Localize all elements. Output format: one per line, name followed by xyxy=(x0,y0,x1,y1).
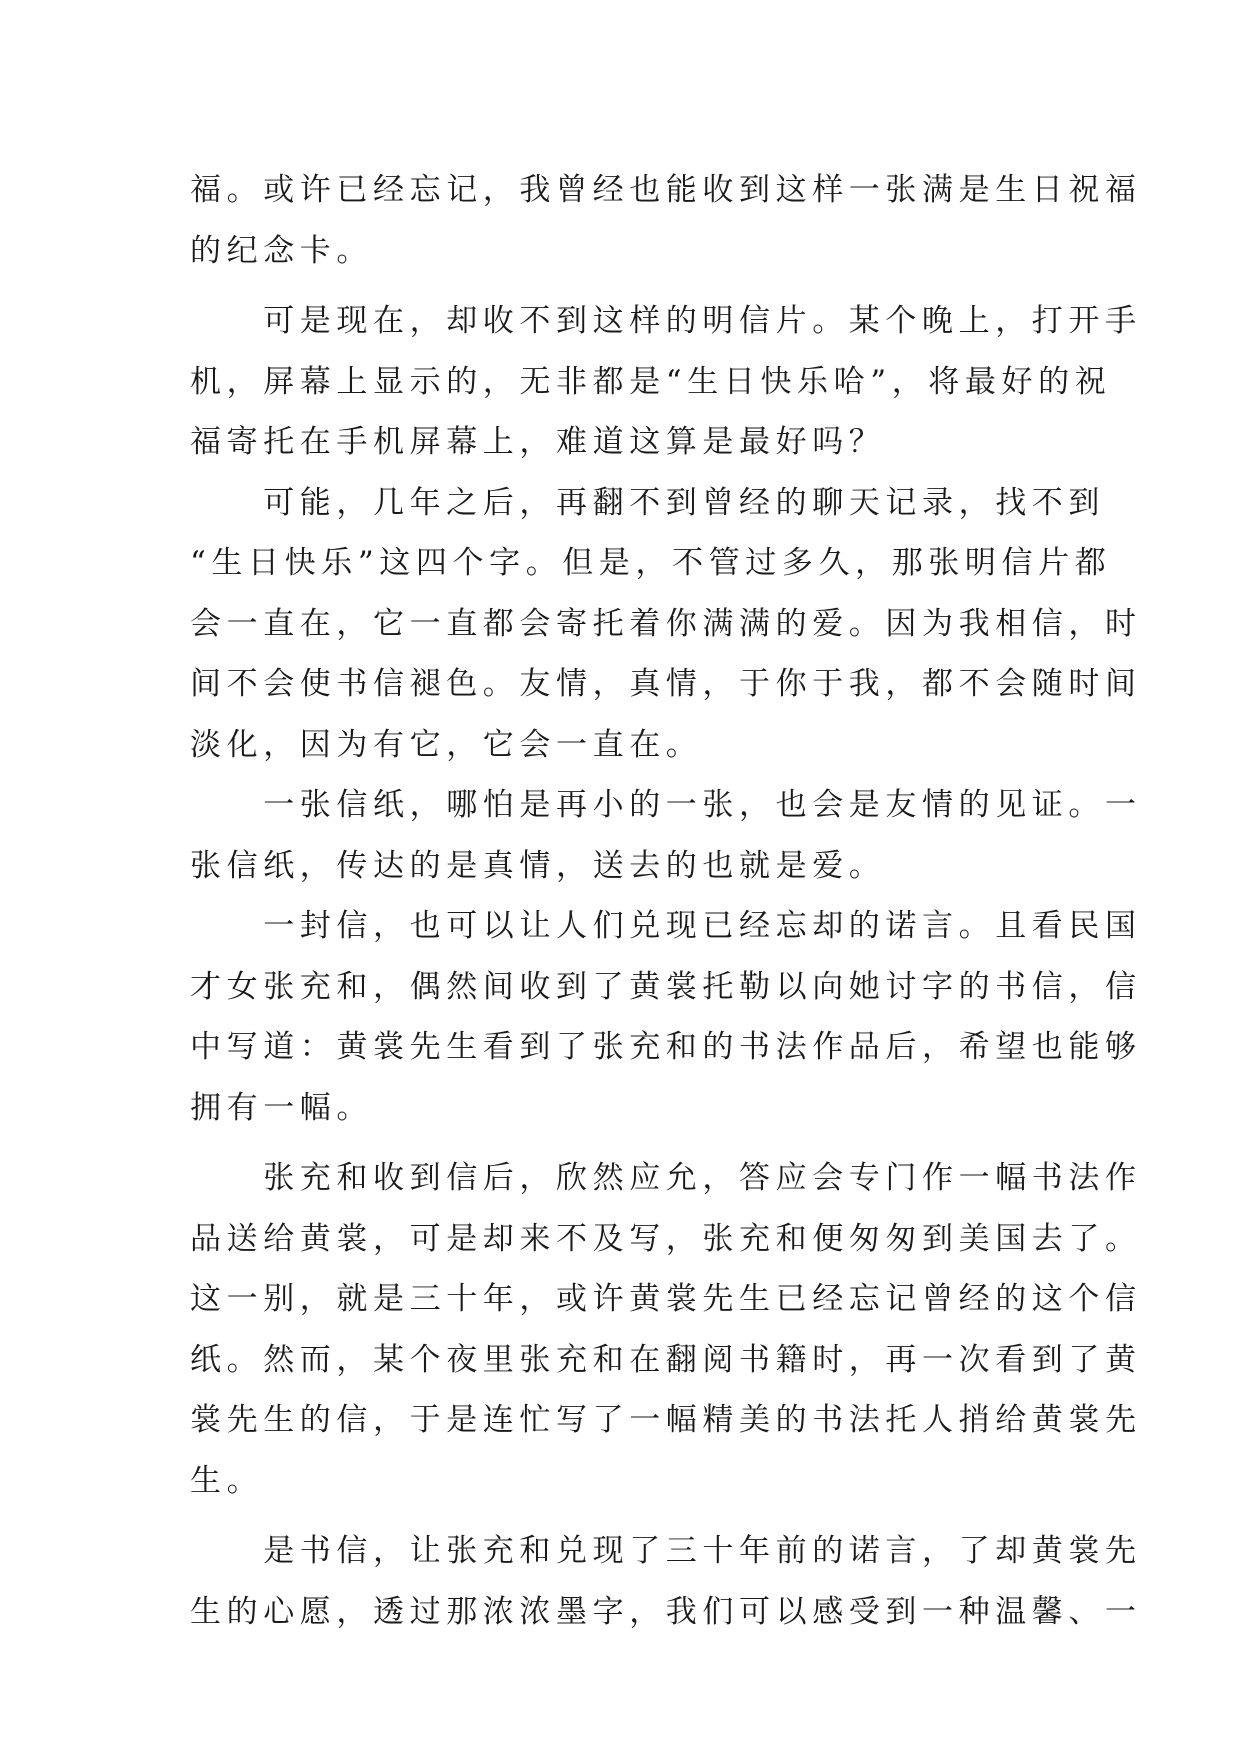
document-body xyxy=(190,160,1142,1642)
text-line: 生的心愿，透过那浓浓墨字，我们可以感受到一种温馨、一 xyxy=(190,1593,1142,1630)
text-line: 间不会使书信褪色。友情，真情，于你于我，都不会随时间 xyxy=(190,666,1142,702)
text-line: 淡化，因为有它，它会一直在。 xyxy=(190,726,703,763)
text-line: 品送给黄裳，可是却来不及写，张充和便匆匆到美国去了。 xyxy=(190,1220,1142,1257)
text-line: 福。或许已经忘记，我曾经也能收到这样一张满是生日祝福 xyxy=(190,172,1142,208)
text-line: 的纪念卡。 xyxy=(190,232,373,269)
text-line: 中写道：黄裳先生看到了张充和的书法作品后，希望也能够 xyxy=(190,1029,1142,1065)
text-line: 会一直在，它一直都会寄托着你满满的爱。因为我相信，时 xyxy=(190,605,1142,642)
text-line: 张充和收到信后，欣然应允，答应会专门作一幅书法作 xyxy=(190,1160,1142,1196)
text-line: 福寄托在手机屏幕上，难道这算是最好吗？ xyxy=(190,424,886,460)
text-line: “生日快乐”这四个字。但是，不管过多久，那张明信片都 xyxy=(190,545,1112,581)
text-line: 可能，几年之后，再翻不到曾经的聊天记录，找不到 xyxy=(190,484,1105,521)
text-line: 纸。然而，某个夜里张充和在翻阅书籍时，再一次看到了黄 xyxy=(190,1341,1142,1378)
text-line: 裳先生的信，于是连忙写了一幅精美的书法托人捎给黄裳先 xyxy=(190,1402,1142,1438)
text-line: 拥有一幅。 xyxy=(190,1089,373,1126)
text-line: 生。 xyxy=(190,1462,264,1499)
text-line: 张信纸，传达的是真情，送去的也就是爱。 xyxy=(190,847,886,884)
text-line: 这一别，就是三十年，或许黄裳先生已经忘记曾经的这个信 xyxy=(190,1281,1142,1317)
text-line: 才女张充和，偶然间收到了黄裳托勒以向她讨字的书信，信 xyxy=(190,968,1142,1005)
text-line: 机，屏幕上显示的，无非都是“生日快乐哈”，将最好的祝 xyxy=(190,363,1112,400)
text-line: 是书信，让张充和兑现了三十年前的诺言，了却黄裳先 xyxy=(190,1533,1142,1569)
text-line: 一封信，也可以让人们兑现已经忘却的诺言。且看民国 xyxy=(190,908,1142,944)
text-line: 一张信纸，哪怕是再小的一张，也会是友情的见证。一 xyxy=(190,787,1142,823)
text-line: 可是现在，却收不到这样的明信片。某个晚上，打开手 xyxy=(190,303,1142,339)
